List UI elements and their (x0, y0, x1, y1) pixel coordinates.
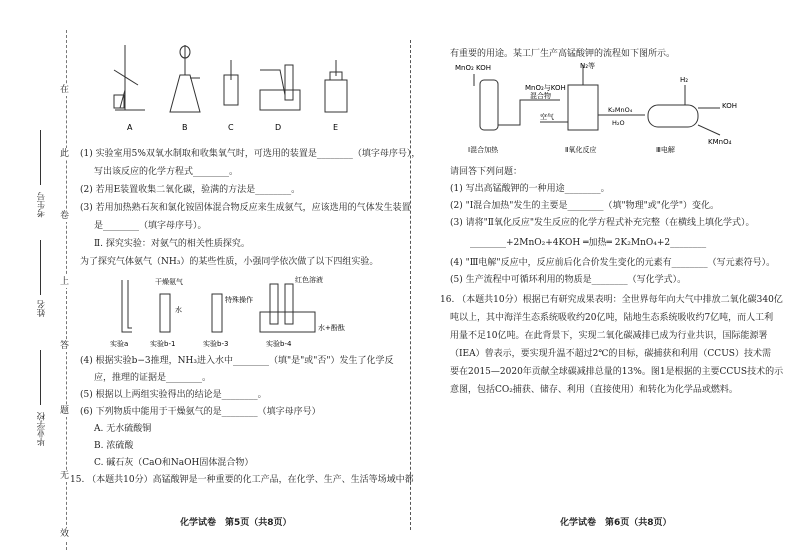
stage1-label: Ⅰ混合加热 (468, 146, 499, 154)
intro-line: 有重要的用途。某工厂生产高锰酸钾的流程如下图所示。 (450, 49, 676, 59)
apparatus-c (224, 60, 238, 105)
seal-char: 效 (60, 529, 70, 539)
exp-caption: 实验a (110, 340, 129, 348)
left-questions-part1 (80, 148, 420, 268)
question-line: 写出该反应的化学方程式________。 (94, 167, 239, 177)
passage-line: （IEA）曾表示，要实现升温不超过2℃的目标，碳捕获和利用（CCUS）技术需 (450, 349, 771, 359)
apparatus-d (260, 65, 300, 110)
question-line: 16. （本题共10分）根据已有研究成果表明：全世界每年向大气中排放二氧化碳340亿 (440, 295, 783, 305)
seal-char: 在 (60, 85, 70, 95)
right-questions (440, 166, 784, 396)
seal-char: 无 (60, 471, 70, 481)
option-line: B. 浓硫酸 (94, 441, 134, 451)
seal-char: 卷 (60, 211, 70, 221)
nh3-experiment-figure (100, 272, 370, 350)
exp-caption: 实验b-3 (203, 340, 229, 348)
flow-air: 空气 (540, 113, 554, 121)
seal-char: 上 (60, 277, 70, 287)
passage-line: 意图，包括CO₂捕获、储存、利用（直接使用）和转化为化学品或燃料。 (450, 385, 738, 395)
left-page-footer: 化学试卷 第5页（共8页） (180, 518, 292, 528)
electrolyzer (648, 105, 698, 127)
question-line: (4) "Ⅲ电解"反应中，反应前后化合价发生变化的元素有________（写元素符号）。 (450, 258, 776, 268)
stage2-label: Ⅱ氧化反应 (565, 146, 597, 154)
apparatus-b (170, 45, 200, 112)
flow-koh: KOH (722, 102, 737, 110)
question-line: (2) 若用E装置收集二氧化碳，验满的方法是________。 (80, 185, 301, 195)
section-heading: Ⅱ. 探究实验：对氨气的相关性质探究。 (94, 239, 250, 249)
flow-kmno4: KMnO₄ (708, 138, 732, 146)
right-intro (450, 48, 675, 60)
oxidation-reactor (568, 85, 598, 130)
passage-line: 要在2015—2020年贡献全球碳减排总量的13%。图1是根据的主要CCUS技术的示 (450, 367, 784, 377)
question-line: 为了探究气体氨气（NH₃）的某些性质，小强同学依次做了以下四组实验。 (80, 257, 379, 267)
apparatus-label: B (182, 123, 188, 132)
field-label-name: 姓名 (37, 300, 47, 317)
flow-mid-label: MnO₂与KOH (525, 84, 566, 92)
question-line: (4) 根据实验b−3推理，NH₃进入水中________（填"是"或"否"）发生了化学反 (80, 356, 394, 366)
flow-mid-label2: 混合物 (530, 92, 551, 100)
field-line (40, 130, 41, 185)
exp-label-water: 水 (175, 306, 182, 314)
exp-label-red-solution: 红色溶液 (295, 276, 323, 284)
apparatus-label: E (333, 123, 339, 132)
flow-k2mno4: K₂MnO₄ (608, 106, 633, 114)
question-line: 应，推理的证据是________。 (94, 373, 212, 383)
question-line: (3) 若用加热熟石灰和氯化铵固体混合物反应来生成氨气，应该选用的气体发生装置 (80, 203, 411, 213)
question-line: (6) 下列物质中能用于干燥氨气的是________（填字母序号） (80, 407, 321, 417)
apparatus-e (325, 60, 347, 112)
flow-h2: H₂ (680, 76, 689, 84)
field-label-school: 毕业学校 (37, 412, 47, 446)
equation-line: ________+2MnO₂+4KOH ═加热═ 2K₂MnO₄+2________ (470, 238, 707, 248)
question-line: (5) 根据以上两组实验得出的结论是________。 (80, 390, 267, 400)
exp-b4-trough (260, 312, 315, 332)
seal-char: 答 (60, 341, 70, 351)
flow-n2: N₂等 (580, 62, 596, 70)
question-line: (1) 写出高锰酸钾的一种用途________。 (450, 184, 610, 194)
field-label-examinee-number: 考生号 (37, 192, 47, 218)
option-line: C. 碱石灰（CaO和NaOH固体混合物） (94, 458, 254, 468)
question-line: 是________（填字母序号）。 (94, 221, 207, 231)
question-line: (1) 实验室用5%双氧水制取和收集氧气时，可选用的装置是________（填字母序号）， (80, 149, 421, 159)
exp-caption: 实验b-4 (266, 340, 292, 348)
field-line (40, 350, 41, 405)
question-line: (2) "Ⅰ混合加热"发生的主要是________（填"物理"或"化学"）变化。 (450, 201, 720, 211)
exp-label-water-phenol: 水+酚酞 (318, 324, 345, 332)
mixer-vessel (480, 80, 498, 130)
stage3-label: Ⅲ电解 (656, 146, 675, 154)
question-line: 请回答下列问题： (450, 167, 523, 177)
exp-label-special-op: 特殊操作 (225, 296, 253, 304)
apparatus-label: D (275, 123, 282, 132)
seal-char: 题 (60, 406, 70, 416)
exp-label-dry-nh3: 干燥氨气 (155, 278, 183, 286)
exp-caption: 实验b-1 (150, 340, 176, 348)
exp-b3-tube (212, 294, 222, 332)
field-line (40, 240, 41, 295)
apparatus-label: A (127, 123, 133, 132)
option-line: A. 无水硫酸铜 (94, 424, 152, 434)
question-line: 15. （本题共10分）高锰酸钾是一种重要的化工产品，在化学、生产、生活等场域中都 (70, 475, 414, 485)
question-line: (5) 生产流程中可循环利用的物质是________（写化学式）。 (450, 275, 687, 285)
flow-h2o: H₂O (612, 119, 625, 127)
right-page-footer: 化学试卷 第6页（共8页） (560, 518, 672, 528)
question-line: (3) 请将"Ⅱ氧化反应"发生反应的化学方程式补充完整（在横线上填化学式）。 (450, 218, 755, 228)
left-questions-part2 (70, 355, 414, 486)
passage-line: 用量不足10亿吨。在此背景下，实现二氧化碳减排已成为行业共识，国际能源署 (450, 331, 768, 341)
flow-inputs: MnO₂ KOH (455, 64, 491, 72)
apparatus-a (114, 45, 145, 110)
passage-line: 吨以上，其中海洋生态系统吸收约20亿吨，陆地生态系统吸收约7亿吨，而人工利 (450, 313, 774, 323)
lab-apparatus-figure (100, 40, 370, 135)
kmno4-flow-diagram (450, 60, 750, 160)
exp-b1-tube (160, 294, 170, 332)
apparatus-label: C (228, 123, 234, 132)
seal-char: 此 (60, 149, 70, 159)
